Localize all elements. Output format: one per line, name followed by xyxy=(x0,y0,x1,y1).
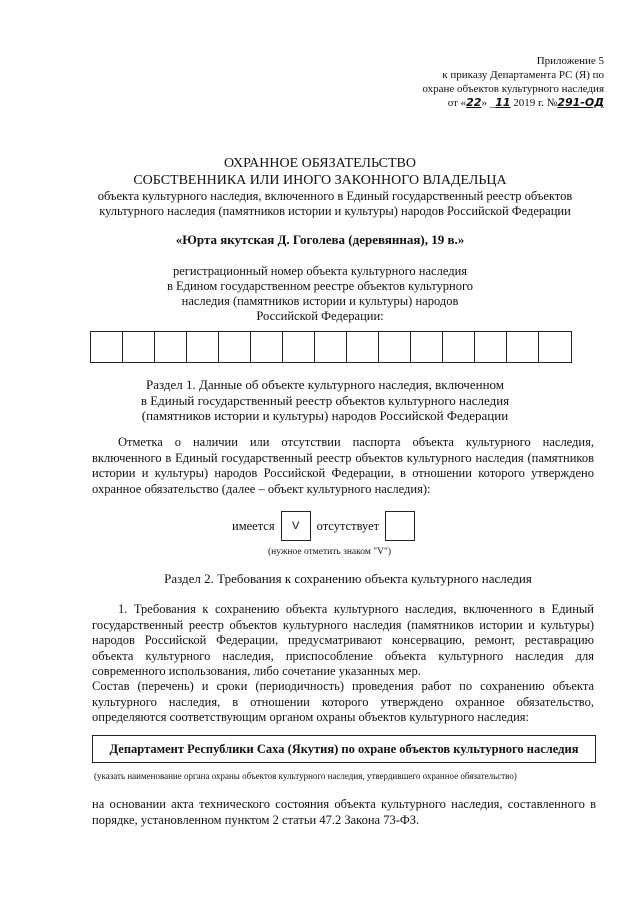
date-prefix: от « xyxy=(447,97,467,109)
subtitle-line-2: культурного наследия (памятников истории и культуры) народов Российской Федерации xyxy=(99,204,571,218)
passport-absent-checkbox[interactable] xyxy=(385,511,415,541)
requirements-text: 1. Требования к сохранению объекта культурного наследия, включенного в Единый государственный реестр объектов культурного наследия (памятников истории и культуры) народов Российской Федерации, предусматривают консервацию, ремонт, реставрацию объекта культурного наследия, приспособление объекта культурного наследия для современного использования, либо сочетание указанных мер. xyxy=(92,602,594,678)
section-1-line-1: Раздел 1. Данные об объекте культурного наследия, включенном xyxy=(145,377,505,392)
date-month: 11 xyxy=(495,96,511,109)
registration-digit-cell[interactable] xyxy=(283,332,315,362)
registration-digit-cell[interactable] xyxy=(539,332,571,362)
date-mid: » _ xyxy=(481,97,496,109)
annex-line-2: к приказу Департамента РС (Я) по xyxy=(442,69,604,81)
annex-line-1: Приложение 5 xyxy=(536,55,604,67)
registration-line-1: регистрационный номер объекта культурного наследия xyxy=(172,264,468,278)
registration-digit-cell[interactable] xyxy=(315,332,347,362)
registration-digit-cell[interactable] xyxy=(507,332,539,362)
document-title xyxy=(60,155,580,189)
registration-digit-cell[interactable] xyxy=(123,332,155,362)
registration-line-2: в Едином государственном реестре объектов культурного xyxy=(166,279,474,293)
passport-check-row xyxy=(232,511,421,541)
registration-caption xyxy=(140,264,500,324)
registration-digit-cell[interactable] xyxy=(347,332,379,362)
registration-digit-cell[interactable] xyxy=(475,332,507,362)
object-name: «Юрта якутская Д. Гоголева (деревянная), 19 в.» xyxy=(175,232,465,247)
registration-digit-cell[interactable] xyxy=(411,332,443,362)
passport-absent-label: отсутствует xyxy=(316,518,380,533)
composition-paragraph: Состав (перечень) и сроки (периодичность) проведения работ по сохранению объекта культурного наследия, в отношении которого утверждено охранное обязательство, определяются соответствующим органом охраны объектов культурного наследия: xyxy=(92,679,594,724)
passport-paragraph: Отметка о наличии или отсутствии паспорта объекта культурного наследия, включенного в Единый государственный реестр объектов культурного наследия (памятников истории и культуры) народов Российской Федерации, в отношении которого утверждено охранное обязательство (далее – объект культурного наследия): xyxy=(92,435,594,496)
document-subtitle xyxy=(70,189,600,219)
annex-date-line xyxy=(374,96,604,110)
date-year: 2019 г. № xyxy=(510,97,558,109)
registration-digit-cell[interactable] xyxy=(187,332,219,362)
title-line-1: ОХРАННОЕ ОБЯЗАТЕЛЬСТВО xyxy=(224,156,416,171)
title-line-2: СОБСТВЕННИКА ИЛИ ИНОГО ЗАКОННОГО ВЛАДЕЛЬЦА xyxy=(133,173,507,188)
section-2-heading: Раздел 2. Требования к сохранению объекта культурного наследия xyxy=(164,571,532,586)
passport-has-checkbox[interactable]: V xyxy=(281,511,311,541)
section-1-line-2: в Единый государственный реестр объектов культурного наследия xyxy=(140,392,510,408)
registration-digit-cell[interactable] xyxy=(91,332,123,362)
basis-paragraph: на основании акта технического состояния объекта культурного наследия, составленного в порядке, установленном пунктом 2 статьи 47.2 Закона 73-ФЗ. xyxy=(92,797,596,827)
date-day: 22 xyxy=(466,96,482,109)
annex-header xyxy=(374,54,604,110)
department-box: Департамент Республики Саха (Якутия) по охране объектов культурного наследия xyxy=(92,735,596,763)
registration-digit-cell[interactable] xyxy=(155,332,187,362)
registration-number-grid xyxy=(90,331,572,363)
passport-check-hint: (нужное отметить знаком "V") xyxy=(268,547,391,557)
registration-line-4: Российской Федерации: xyxy=(256,309,384,323)
order-number: 291-ОД xyxy=(557,96,604,109)
registration-digit-cell[interactable] xyxy=(251,332,283,362)
registration-digit-cell[interactable] xyxy=(379,332,411,362)
registration-digit-cell[interactable] xyxy=(443,332,475,362)
passport-has-label: имеется xyxy=(232,518,275,533)
registration-digit-cell[interactable] xyxy=(219,332,251,362)
department-hint: (указать наименование органа охраны объектов культурного наследия, утвердившего охранное обязательство) xyxy=(94,771,517,781)
subtitle-line-1: объекта культурного наследия, включенного в Единый государственный реестр объектов xyxy=(97,189,573,203)
registration-line-3: наследия (памятников истории и культуры) народов xyxy=(181,294,459,308)
section-1-line-3: (памятников истории и культуры) народов Российской Федерации xyxy=(141,408,509,423)
section-1-heading xyxy=(120,377,530,424)
annex-line-3: охране объектов культурного наследия xyxy=(422,83,604,95)
requirements-paragraph xyxy=(92,602,594,680)
